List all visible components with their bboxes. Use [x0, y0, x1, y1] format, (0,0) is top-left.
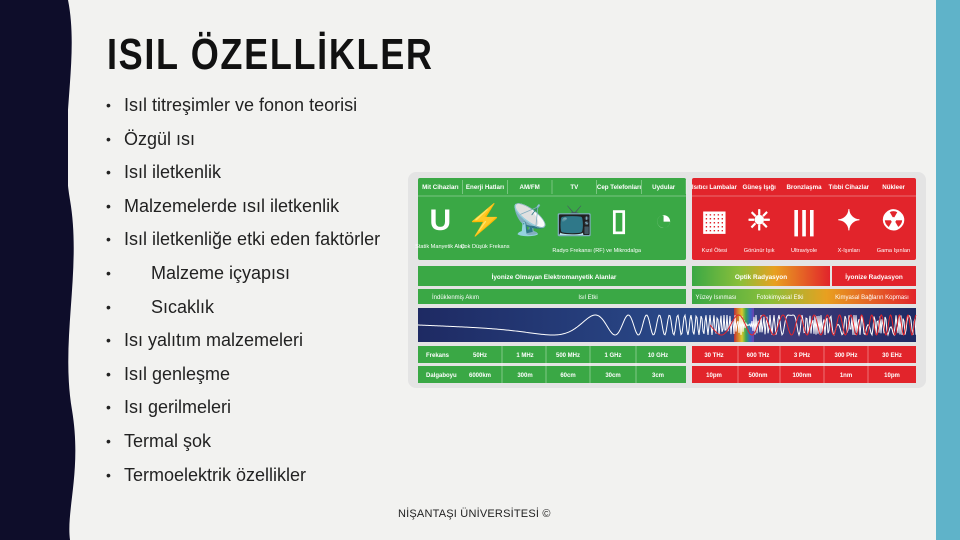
satellite-dish-icon: ◔ [654, 204, 673, 237]
effect-label: İndüklenmiş Akım [432, 295, 480, 301]
left-wave-decoration [40, 0, 100, 540]
radio-icon: 📡 [510, 204, 549, 237]
bullet-item: • Isıl titreşimler ve fonon teorisi [106, 94, 380, 128]
source-label: Isıtıcı Lambalar [691, 184, 737, 191]
power-tower-icon: ⚡ [466, 204, 504, 237]
wavelength-value: 6000km [468, 373, 492, 379]
bullet-item: • Malzemelerde ısıl iletkenlik [106, 195, 380, 229]
bullet-item: • Isı gerilmeleri [106, 396, 380, 430]
band-label: X-Işınları [837, 248, 860, 254]
frequency-value: 30 EHz [882, 353, 902, 359]
sun-icon: ☀ [746, 205, 772, 236]
band-label: Kızıl Ötesi [701, 248, 728, 254]
bullet-item: • Isıl iletkenliğe etki eden faktörler [106, 228, 380, 262]
wavelength-green-row [418, 366, 686, 383]
effect-label: Yüzey Isınması [695, 295, 737, 301]
slide-title: ISIL ÖZELLİKLER [107, 30, 434, 79]
right-accent-bar [936, 0, 960, 540]
source-label: Güneş Işığı [742, 184, 776, 191]
band-label: Gama Işınları [876, 248, 911, 254]
tv-icon: 📺 [555, 204, 594, 237]
frequency-value: 10 GHz [647, 353, 669, 359]
bullet-item: • Termal şok [106, 430, 380, 464]
source-label: Enerji Hatları [465, 184, 505, 191]
mobile-phone-icon: ▯ [610, 204, 628, 237]
wavelength-value: 60cm [560, 373, 576, 379]
effect-label: Kimyasal Bağların Kopması [835, 295, 909, 301]
magnet-icon: U [429, 204, 452, 237]
source-label: AM/FM [519, 184, 540, 191]
optical-label: Optik Radyasyon [734, 274, 788, 281]
nonionizing-label: İyonize Olmayan Elektromanyetik Alanlar [491, 274, 617, 281]
bullet-item: • Özgül ısı [106, 128, 380, 162]
wavelength-value: 1nm [839, 373, 853, 379]
bullet-item: • Isıl genleşme [106, 363, 380, 397]
bullet-list [106, 94, 380, 497]
wavelength-value: 300m [517, 373, 533, 379]
source-label: Mit Cihazları [422, 184, 459, 191]
frequency-label: Frekans [426, 353, 450, 359]
source-label: Tıbbi Cihazlar [828, 184, 870, 191]
frequency-value: 1 MHz [516, 353, 534, 359]
tanning-lamp-icon: ||| [792, 205, 816, 236]
wavelength-label: Dalgaboyu [426, 373, 457, 379]
wavelength-value: 10pm [884, 373, 900, 379]
band-label: Radyo Frekansı (RF) ve Mikrodalga [552, 248, 641, 254]
frequency-value: 300 PHz [834, 353, 858, 359]
footer-copyright: NİŞANTAŞI ÜNİVERSİTESİ © [398, 508, 551, 520]
band-label: Çok Düşük Frekans [460, 244, 510, 250]
band-label: Statik Manyetik Alan [415, 244, 466, 250]
effect-label: Fotokimyasal Etki [756, 295, 804, 301]
frequency-value: 1 GHz [604, 353, 622, 359]
wavelength-value: 3cm [651, 373, 665, 379]
bullet-item: • Isıl iletkenlik [106, 161, 380, 195]
bullet-item: • Isı yalıtım malzemeleri [106, 329, 380, 363]
wavelength-value: 100nm [792, 373, 812, 379]
frequency-value: 50Hz [472, 353, 488, 359]
xray-icon: ✦ [837, 205, 861, 236]
frequency-value: 30 THz [704, 353, 724, 359]
radiation-icon: ☢ [881, 205, 907, 236]
frequency-value: 3 PHz [793, 353, 811, 359]
wavelength-value: 10pm [706, 373, 722, 379]
electromagnetic-spectrum-figure [408, 172, 926, 388]
band-label: Ultraviyole [790, 248, 818, 254]
sub-bullet-item: • Sıcaklık [106, 296, 380, 330]
effect-label: Isıl Etki [578, 295, 598, 301]
frequency-green-row [418, 346, 686, 363]
wavelength-value: 30cm [605, 373, 621, 379]
heat-lamp-icon: ▦ [701, 205, 728, 236]
source-label: Uydular [652, 184, 676, 191]
source-label: Bronzlaşma [786, 184, 822, 191]
bullet-item: • Termoelektrik özellikler [106, 464, 380, 498]
source-label: Nükleer [882, 184, 905, 191]
ionizing-label: İyonize Radyasyon [845, 274, 903, 281]
sub-bullet-item: • Malzeme içyapısı [106, 262, 380, 296]
spectrum-svg [408, 172, 926, 388]
band-label: Görünür Işık [743, 248, 775, 254]
wavelength-value: 500nm [748, 373, 768, 379]
frequency-value: 500 MHz [555, 353, 581, 359]
source-label: TV [570, 184, 579, 191]
source-label: Cep Telefonları [596, 184, 642, 191]
frequency-value: 600 THz [746, 353, 770, 359]
